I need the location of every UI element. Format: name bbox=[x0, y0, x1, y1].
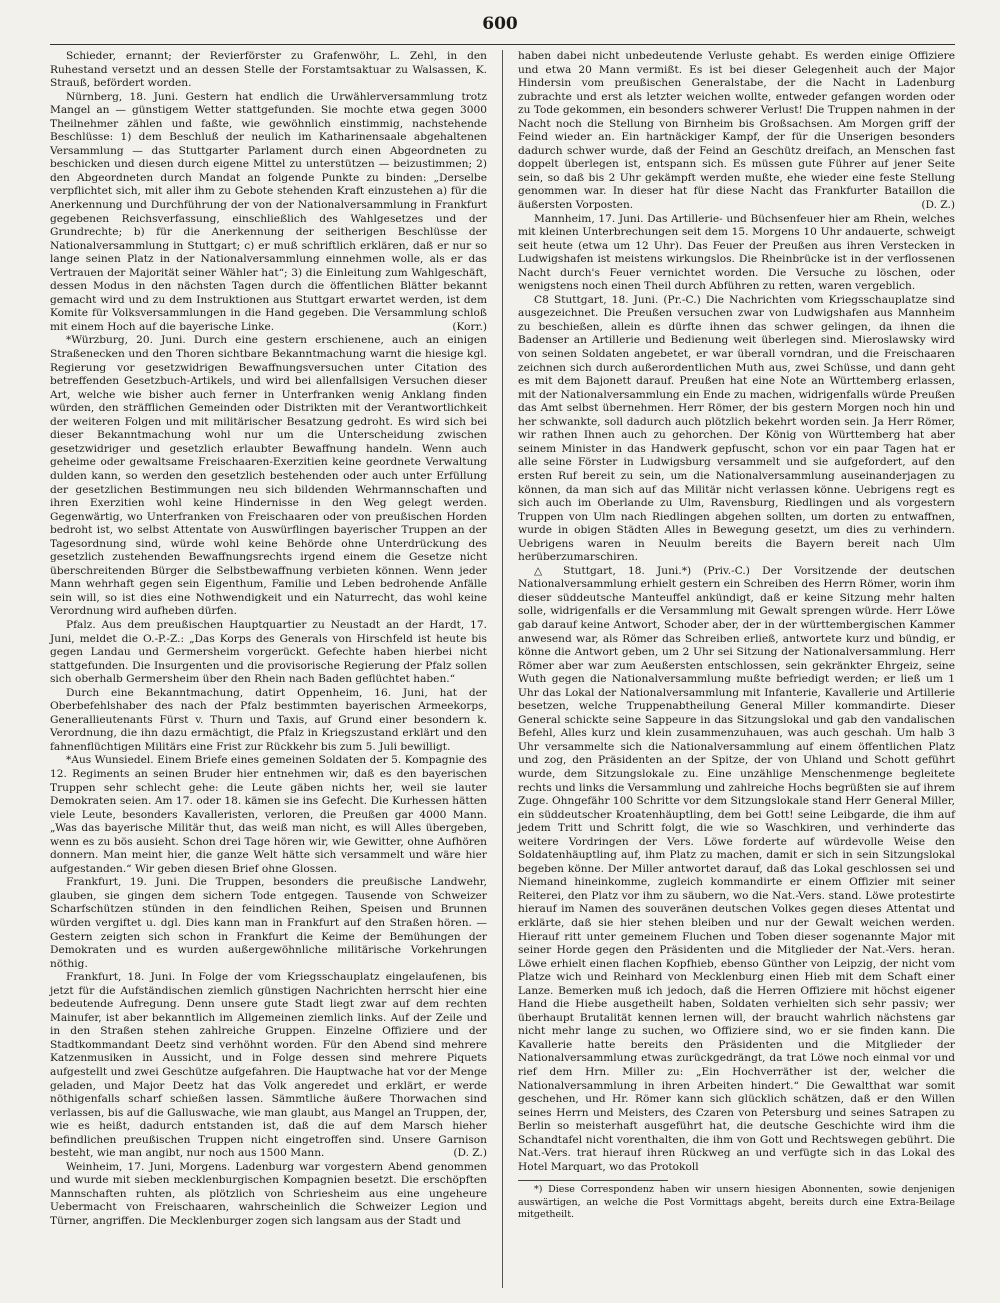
column-divider bbox=[502, 50, 503, 1288]
article-paragraph bbox=[518, 213, 955, 294]
header-rule bbox=[50, 44, 955, 45]
article-text: Pfalz. Aus dem preußischen Hauptquartier zu Neustadt an der Hardt, 17. Juni, meldet die O.-P.-Z.: „Das Korps des Generals von Hirschfeld ist heute bis gegen Landau und Germersheim vorgerückt. Gefechte haben hierbei nicht stattgefunden. Die Insurgenten und die provisorische Regierung der Pfalz sollen sich oberhalb Germersheim über den Rhein nach Baden geflüchtet haben.“ bbox=[50, 618, 487, 686]
article-text: *Aus Wunsiedel. Einem Briefe eines gemeinen Soldaten der 5. Kompagnie des 12. Regiments an seinen Bruder hier entnehmen wir, daß es den bayerischen Truppen sehr schlecht gehe: die Leute gäben nichts her, weil sie lauter Demokraten seien. Am 17. oder 18. kämen sie ins Gefecht. Die Kurhessen hätten viele Leute, besonders Kavalleristen, verloren, die Preußen gar 4000 Mann. „Was das bayerische Militär thut, das weiß man nicht, es will Alles übergeben, wenn es zu bös ausieht. Schon drei Tage hören wir, wie Gewitter, ohne Aufhören donnern. Man meint hier, die ganze Welt hätte sich versammelt und wäre hier aufgestanden.“ Wir geben diesen Brief ohne Glossen. bbox=[50, 754, 487, 875]
article-paragraph bbox=[50, 1161, 487, 1229]
footnote-rule bbox=[518, 1180, 668, 1181]
right-column bbox=[518, 50, 955, 1222]
article-paragraph bbox=[50, 876, 487, 971]
article-text: C8 Stuttgart, 18. Juni. (Pr.-C.) Die Nachrichten vom Kriegsschauplatze sind ausgezeichnet. Die Preußen versuchen zwar von Ludwigshafen aus Mannheim zu beschießen, allein es dürfte ihnen das schwer gelingen, da ihnen die Badenser an Artillerie und Bedienung weit überlegen sind. Mieroslawsky wird von seinen Soldaten angebetet, er war überall vorndran, und die Freischaaren zeichnen sich durch außerordentlichen Muth aus, zwei Schüsse, und dann geht es mit dem Bajonett darauf. Preußen hat eine Note an Württemberg erlassen, mit der Nationalversammlung ein Ende zu machen, widrigenfalls würde Preußen das Amt selbst übernehmen. Herr Römer, der bis gestern Morgen noch hin und her schwankte, soll dadurch auch plötzlich bekehrt worden sein. Ja Herr Römer, wir rathen Ihnen auch zu gehorchen. Der König von Württemberg hat aber seinem Minister in das Handwerk gepfuscht, schon vor ein paar Tagen hat er alle seine Förster in Ludwigsburg versammelt und sie aufgefordert, auf den ersten Ruf bereit zu sein, um die Nationalversammlung auseinanderjagen zu können, da man sich auf das Militär nicht verlassen könne. Uebrigens regt es sich auch im Oberlande zu Ulm, Ravensburg, Riedlingen und als vorgestern Truppen von Ulm nach Riedlingen abgehen sollten, um dorten zu entwaffnen, wurde in obigen Städten Alles in Bewegung gesetzt, um dies zu verhindern. Uebrigens waren in Neuulm bereits die Bayern bereit nach Ulm herüberzumarschiren. bbox=[518, 293, 955, 564]
left-column bbox=[50, 50, 487, 1229]
article-paragraph bbox=[50, 754, 487, 876]
article-source: (Korr.) bbox=[452, 320, 487, 333]
article-paragraph bbox=[50, 971, 487, 1161]
footnote: *) Diese Correspondenz haben wir unsern hiesigen Abonnenten, sowie denjenigen auswärtigen, an welche die Post Vormittags abgeht, bereits durch eine Extra-Beilage mitgetheilt. bbox=[518, 1184, 955, 1221]
article-paragraph bbox=[518, 565, 955, 1175]
article-text: Weinheim, 17. Juni, Morgens. Ladenburg war vorgestern Abend genommen und wurde mit sieben mecklenburgischen Kompagnien besetzt. Die erschöpften Mannschaften ruhten, als plötzlich von Schriesheim aus eine ungeheure Uebermacht von Freischaaren, wahrscheinlich die Schweizer Legion und Türner, angriffen. Die Mecklenburger zogen sich langsam aus der Stadt und bbox=[50, 1160, 487, 1228]
article-source: (D. Z.) bbox=[453, 1147, 487, 1160]
article-paragraph bbox=[50, 334, 487, 618]
article-text: Frankfurt, 19. Juni. Die Truppen, besonders die preußische Landwehr, glauben, sie gingen dem sichern Tode entgegen. Tausende von Schweizer Scharfschützen stünden in den feindlichen Reihen, Speisen und Brunnen würden vergiftet u. dgl. Dies kann man in Frankfurt auf den Straßen hören. — Gestern zeigten sich schon in Frankfurt die Keime der Bemühungen der Demokraten und es wurden außergewöhnliche militärische Vorkehrungen nöthig. bbox=[50, 876, 487, 970]
article-text: Durch eine Bekanntmachung, datirt Oppenheim, 16. Juni, hat der Oberbefehlshaber des nach der Pfalz bestimmten bayerischen Armeekorps, Generallieutenants Fürst v. Thurn und Taxis, auf Grund einer besondern k. Verordnung, die ihn dazu ermächtigt, die Pfalz in Kriegszustand erklärt und den fahnenflüchtigen Militärs eine Frist zur Rückkehr bis zum 5. Juli bewilligt. bbox=[50, 686, 487, 753]
article-paragraph bbox=[518, 294, 955, 565]
page-number: 600 bbox=[482, 14, 518, 34]
article-text: Mannheim, 17. Juni. Das Artillerie- und Büchsenfeuer hier am Rhein, welches mit kleinen Unterbrechungen seit dem 15. Morgens 10 Uhr andauerte, schweigt seit heute (etwa um 12 Uhr). Das Feuer der Preußen aus ihren Verstecken in Ludwigshafen ist meistens wirkungslos. Die Rheinbrücke ist in der verflossenen Nacht durch's Feuer vernichtet worden. Die Versuche zu löschen, oder wenigstens noch einen Theil durch Abführen zu retten, waren vergeblich. bbox=[518, 212, 955, 293]
article-text: haben dabei nicht unbedeutende Verluste gehabt. Es werden einige Offiziere und etwa 20 Mann vermißt. Es ist bei dieser Gelegenheit auch der Major Hindersin vom preußischen Generalstabe, der die Nacht in Ladenburg zubrachte und erst als letzter weichen wollte, entweder gefangen worden oder zu Tode gekommen, ein besonders schwerer Verlust! Die Truppen nahmen in der Nacht noch die Stellung von Birnheim bis Großsachsen. Am Morgen griff der Feind wieder an. Ein hartnäckiger Kampf, der für die Unserigen besonders dadurch schwer wurde, daß der Feind an Geschütz dreifach, an Menschen fast doppelt überlegen ist, entspann sich. Es müssen gute Führer auf jener Seite sein, so daß bis 2 Uhr gekämpft werden mußte, ehe wieder eine feste Stellung genommen war. In dieser hat für diese Nacht das Frankfurter Bataillon die äußersten Vorposten. bbox=[518, 50, 955, 212]
article-source: (D. Z.) bbox=[921, 199, 955, 212]
article-text: *Würzburg, 20. Juni. Durch eine gestern erschienene, auch an einigen Straßenecken und den Thoren sichtbare Bekanntmachung warnt die hiesige kgl. Regierung vor gesetzwidrigen Bewaffnungsversuchen unter Citation des betreffenden Gesetzbuch-Artikels, und wird bei allenfallsigen Versuchen dieser Art, welche wie bisher auch ferner in Unterfranken wenig Anklang finden würden, den sträfflichen Gemeinden oder Distrikten mit der Verantwortlichkeit der weiteren Folgen und mit militärischer Besatzung gedroht. Es wird sich bei dieser Bekanntmachung wohl nur um die Unterscheidung zwischen gesetzwidriger und gesetzlich erlaubter Bewaffnung handeln. Wenn auch geheime oder gewaltsame Freischaaren-Exerzitien keine geordnete Verwaltung dulden kann, so werden den gesetzlich bestehenden oder auch unter Erfüllung der gesetzlichen Bestimmungen neu sich bildenden Wehrmannschaften und ihren Exerzitien wohl keine Hindernisse in den Weg gelegt werden. Gegenwärtig, wo Unterfranken von Freischaaren oder von preußischen Horden bedroht ist, wo selbst Attentate von Auswürflingen bayerischer Truppen an der Tagesordnung sind, würde wohl keine Behörde ohne Unterdrückung des gesetzlich zustehenden Bewaffnungsrechts irgend einem die Gesetze nicht überschreitenden Bürger die Selbstbewaffnung verbieten können. Wenn jeder Mann wehrhaft gegen sein Eigenthum, Familie und Leben bedrohende Anfälle sein will, so ist dies eine Nothwendigkeit und ein Naturrecht, das wohl keine Verordnung wird aufheben dürfen. bbox=[50, 334, 487, 618]
article-paragraph bbox=[50, 50, 487, 91]
article-text: Nürnberg, 18. Juni. Gestern hat endlich die Urwählerversammlung trotz Mangel an — günstigem Wetter stattgefunden. Sie mochte etwa gegen 3000 Theilnehmer zählen und faßte, wie gewöhnlich einstimmig, nachstehende Beschlüsse: 1) dem Beschluß der neulich im Katharinensaale abgehaltenen Versammlung — das Stuttgarter Parlament durch einen Abgeordneten zu beschicken und diesen durch eigene Mittel zu unterstützen — beizustimmen; 2) den Abgeordneten durch Mandat an folgende Punkte zu binden: „Derselbe verpflichtet sich, mit aller ihm zu Gebote stehenden Kraft einzustehen a) für die Anerkennung und Durchführung der von der Nationalversammlung in Frankfurt gegebenen Reichsverfassung, einschließlich des Wahlgesetzes und der Grundrechte; b) für die Anerkennung der seitherigen Beschlüsse der Nationalversammlung in Stuttgart; c) er muß schriftlich erklären, daß er nur so lange seinen Platz in der Nationalversammlung einnehmen wolle, als er das Vertrauen der Majorität seiner Wähler hat“; 3) die Einleitung zum Wahlgeschäft, dessen Modus in den nächsten Tagen durch die öffentlichen Blätter bekannt gemacht wird und zu dem Instruktionen aus Stuttgart erwartet werden, ist dem Komite für Volksversammlungen in die Hand gegeben. Die Versammlung schloß mit einem Hoch auf die bayerische Linke. bbox=[50, 90, 487, 333]
article-paragraph bbox=[50, 687, 487, 755]
article-text: Frankfurt, 18. Juni. In Folge der vom Kriegsschauplatz eingelaufenen, bis jetzt für die Aufständischen ziemlich günstigen Nachrichten herrscht hier eine bedeutende Aufregung. Denn unsere gute Stadt liegt zwar auf dem rechten Mainufer, ist aber bekanntlich im Allgemeinen ziemlich links. Auf der Zeile und in den Straßen stehen zahlreiche Gruppen. Einzelne Offiziere und der Stadtkommandant Deetz sind verhöhnt worden. Für den Abend sind mehrere Katzenmusiken in Aussicht, und in Folge dessen sind mehrere Piquets aufgestellt und zwei Geschütze aufgefahren. Die Hauptwache hat vor der Menge geladen, und Major Deetz hat das Volk angeredet und erklärt, er werde nöthigenfalls scharf schießen lassen. Sämmtliche äußere Thorwachen sind verlassen, bis auf die Galluswache, wie man glaubt, aus Mangel an Truppen, der, wie es heißt, dadurch entstanden ist, daß die auf dem Marsch hieher befindlichen preußischen Truppen nicht eingetroffen sind. Unsere Garnison besteht, wie man angibt, nur noch aus 1500 Mann. bbox=[50, 971, 487, 1160]
right-column-body bbox=[518, 50, 955, 1174]
article-paragraph bbox=[50, 619, 487, 687]
article-text: Schieder, ernannt; der Revierförster zu Grafenwöhr, L. Zehl, in den Ruhestand versetzt und an dessen Stelle der Forstamtsaktuar zu Walsassen, K. Strauß, befördert worden. bbox=[50, 50, 487, 90]
article-text: △ Stuttgart, 18. Juni.*) (Priv.-C.) Der Vorsitzende der deutschen Nationalversammlung erhielt gestern ein Schreiben des Herrn Römer, worin ihm dieser süddeutsche Manteuffel ankündigt, daß er keine Sitzung mehr halten solle, widrigenfalls er die Versammlung mit Gewalt sprengen würde. Herr Löwe gab darauf keine Antwort, Schoder aber, der in der württembergischen Kammer anwesend war, als Römer das Schreiben erließ, antwortete kurz und bündig, er könne die Antwort geben, um 2 Uhr sei Sitzung der Nationalversammlung. Herr Römer aber war zum Aeußersten entschlossen, sein gekränkter Ehrgeiz, seine Wuth gegen die Nationalversammlung mußte befriedigt werden; er ließ um 1 Uhr das Lokal der Nationalversammlung mit Infanterie, Kavallerie und Artillerie besetzen, welche Truppenabtheilung General Miller kommandirte. Dieser General schickte seine Sappeure in das Sitzungslokal und gab den vandalischen Befehl, Alles kurz und klein zusammenzuhauen, was auch geschah. Um halb 3 Uhr versammelte sich die Nationalversammlung auf einem öffentlichen Platz und zog, den Präsidenten an der Spitze, der von Uhland und Schott geführt wurde, dem Sitzungslokale zu. Eine unzählige Menschenmenge begleitete rechts und links die Versammlung und zahlreiche Hochs begrüßten sie auf ihrem Zuge. Ohngefähr 100 Schritte vor dem Sitzungslokale stand Herr General Miller, ein süddeutscher Kroatenhäuptling, dem bei Gott! seine Leibgarde, die ihm auf jedem Tritt und Schritt folgt, die wie so Waschkiren, und verhinderte das weitere Vordringen der Vers. Löwe forderte auf würdevolle Weise den Soldatenhäuptling auf, ihm Platz zu machen, damit er sich in sein Sitzungslokal begeben könne. Der Miller antwortet darauf, daß das Lokal geschlossen sei und Niemand hineinkomme, zugleich kommandirte er einem Offizier mit seiner Reiterei, den Platz vor ihm zu säubern, wo die Nat.-Vers. stand. Löwe protestirte hierauf im Namen des souveränen deutschen Volkes gegen dieses Attentat und erklärte, daß sie hier stehen bleiben und nur der Gewalt weichen werden. Hierauf ritt unter gemeinem Fluchen und Toben dieser sogenannte Major mit seiner Horde gegen den Präsidenten und die Mitglieder der Nat.-Vers. heran. Löwe erhielt einen flachen Kopfhieb, ebenso Günther von Leipzig, der nicht vom Platze wich und Reinhard von Mecklenburg einen Hieb mit dem Schaft einer Lanze. Bemerken muß ich jedoch, daß die Herren Offiziere mit höchst eigener Hand die Hiebe ausgetheilt haben, Soldaten verhielten sich sehr passiv; wer überhaupt Brutalität kennen lernen will, der braucht wahrlich nächstens gar nicht mehr lange zu suchen, wo Offiziere sind, wo er sie finden kann. Die Kavallerie hatte bereits den Präsidenten und die Mitglieder der Nationalversammlung etwas zurückgedrängt, da trat Löwe noch einmal vor und rief dem Hrn. Miller zu: „Ein Hochverräther ist der, welcher die Nationalversammlung in ihren Arbeiten hindert.“ Die Gewaltthat war somit geschehen, und Hr. Römer kann sich glücklich schätzen, daß er den Willen seines Herrn und Meisters, des Czaren von Petersburg und seines Satrapen zu Berlin so meisterhaft ausgeführt hat, die deutsche Geschichte wird ihm die Schandtafel nicht vorenthalten, die ihm von Gott und Rechtswegen gebührt. Die Nat.-Vers. trat hierauf ihren Rückweg an und verfügte sich in das Lokal des Hotel Marquart, wo das Protokoll bbox=[518, 564, 955, 1173]
article-paragraph bbox=[50, 91, 487, 335]
article-paragraph bbox=[518, 50, 955, 213]
